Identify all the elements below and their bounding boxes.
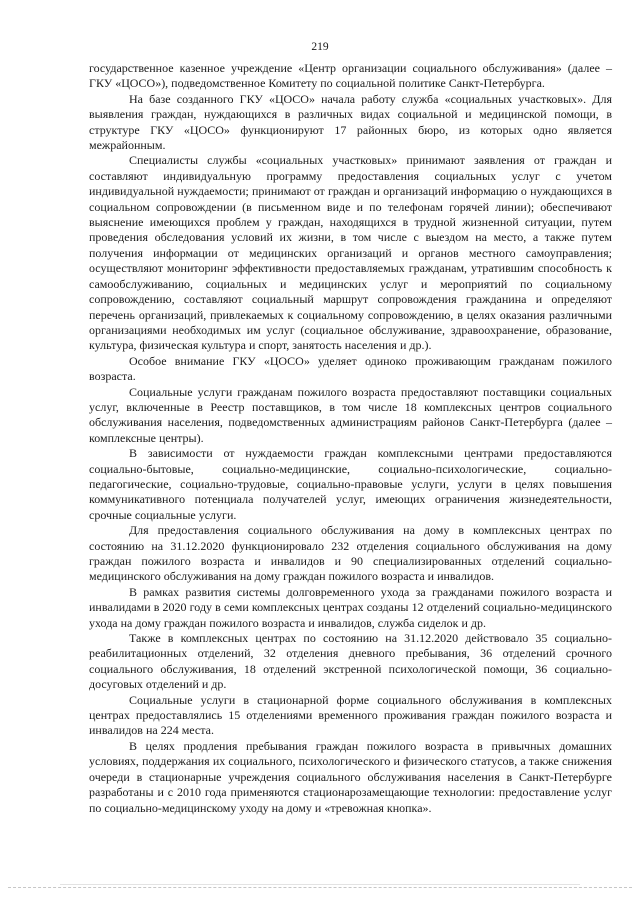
paragraph-6: В зависимости от нуждаемости граждан комплексными центрами предоставляются социально-бытовые, социально-медицинские, социально-психологические, социально-педагогические, социально-трудовые, социально-правовые услуги, услуги в целях повышения коммуникативного потенциала получателей услуг, имеющих ограничения жизнедеятельности, срочные социальные услуги.: [89, 446, 612, 522]
paragraph-11: В целях продления пребывания граждан пожилого возраста в привычных домашних условиях, поддержания их социального, психологического и физического статусов, а также снижения очереди в стационарные учреждения социального обслуживания населения в Санкт-Петербурге разработаны и с 2010 года применяются стационарозамещающие технологии: предоставление услуг по социально-медицинскому уходу на дому и «тревожная кнопка».: [89, 738, 612, 815]
paragraph-10: Социальные услуги в стационарной форме социального обслуживания в комплексных центрах предоставлялись 15 отделениями временного проживания граждан пожилого возраста и инвалидов на 224 места.: [89, 692, 612, 738]
paragraph-8: В рамках развития системы долговременного ухода за гражданами пожилого возраста и инвалидами в 2020 году в семи комплексных центрах созданы 12 отделений социально-медицинского ухода на дому граждан пожилого возраста и инвалидов, служба сиделок и др.: [89, 584, 612, 630]
document-body: [89, 61, 612, 816]
paragraph-9: Также в комплексных центрах по состоянию на 31.12.2020 действовало 35 социально-реабилитационных отделений, 32 отделения дневного пребывания, 36 отделений срочного социального обслуживания, 18 отделений экстренной психологической помощи, 36 социально-досуговых отделений и др.: [89, 631, 612, 692]
paragraph-5: Социальные услуги гражданам пожилого возраста предоставляют поставщики социальных услуг, включенные в Реестр поставщиков, в том числе 18 комплексных центров социального обслуживания населения, подведомственных администрациям районов Санкт-Петербурга (далее – комплексные центры).: [89, 384, 612, 445]
paragraph-2: На базе созданного ГКУ «ЦОСО» начала работу служба «социальных участковых». Для выявления граждан, нуждающихся в различных видах социальной и медицинской помощи, в структуре ГКУ «ЦОСО» функционируют 17 районных бюро, из которых одно является межрайонным.: [89, 91, 612, 153]
scan-artifact-edge: [8, 887, 632, 890]
scan-artifact-line: [60, 884, 580, 885]
paragraph-1: государственное казенное учреждение «Центр организации социального обслуживания» (далее – ГКУ «ЦОСО»), подведомственное Комитету по социальной политике Санкт-Петербурга.: [89, 61, 612, 91]
paragraph-7: Для предоставления социального обслуживания на дому в комплексных центрах по состоянию на 31.12.2020 функционировало 232 отделения социального обслуживания на дому граждан пожилого возраста и инвалидов и 90 специализированных отделений социально-медицинского обслуживания на дому граждан пожилого возраста и инвалидов.: [89, 523, 612, 584]
paragraph-3: Специалисты службы «социальных участковых» принимают заявления от граждан и составляют индивидуальную программу предоставления социальных услуг с учетом индивидуальной нуждаемости; принимают от граждан и организаций информацию о нуждающихся в социальном сопровождении (в письменном виде и по телефонам горячей линии); обеспечивают выяснение имеющихся проблем у граждан, находящихся в трудной жизненной ситуации, путем проведения обследования условий их жизни, в том числе с выездом на место, а также путем получения информации от медицинских организаций и органов местного самоуправления; осуществляют мониторинг эффективности предоставляемых гражданам, утратившим способность к самообслуживанию, социальных и медицинских услуг и мероприятий по социальному сопровождению, составляют социальный маршрут сопровождения гражданина и определяют перечень организаций, привлекаемых к социальному сопровождению, в целях оказания различными организациями необходимых им услуг (социальное обслуживание, здравоохранение, образование, культура, физическая культура и спорт, занятость населения и др.).: [89, 153, 612, 353]
page-number: 219: [311, 41, 329, 53]
paragraph-4: Особое внимание ГКУ «ЦОСО» уделяет одиноко проживающим гражданам пожилого возраста.: [89, 353, 612, 384]
